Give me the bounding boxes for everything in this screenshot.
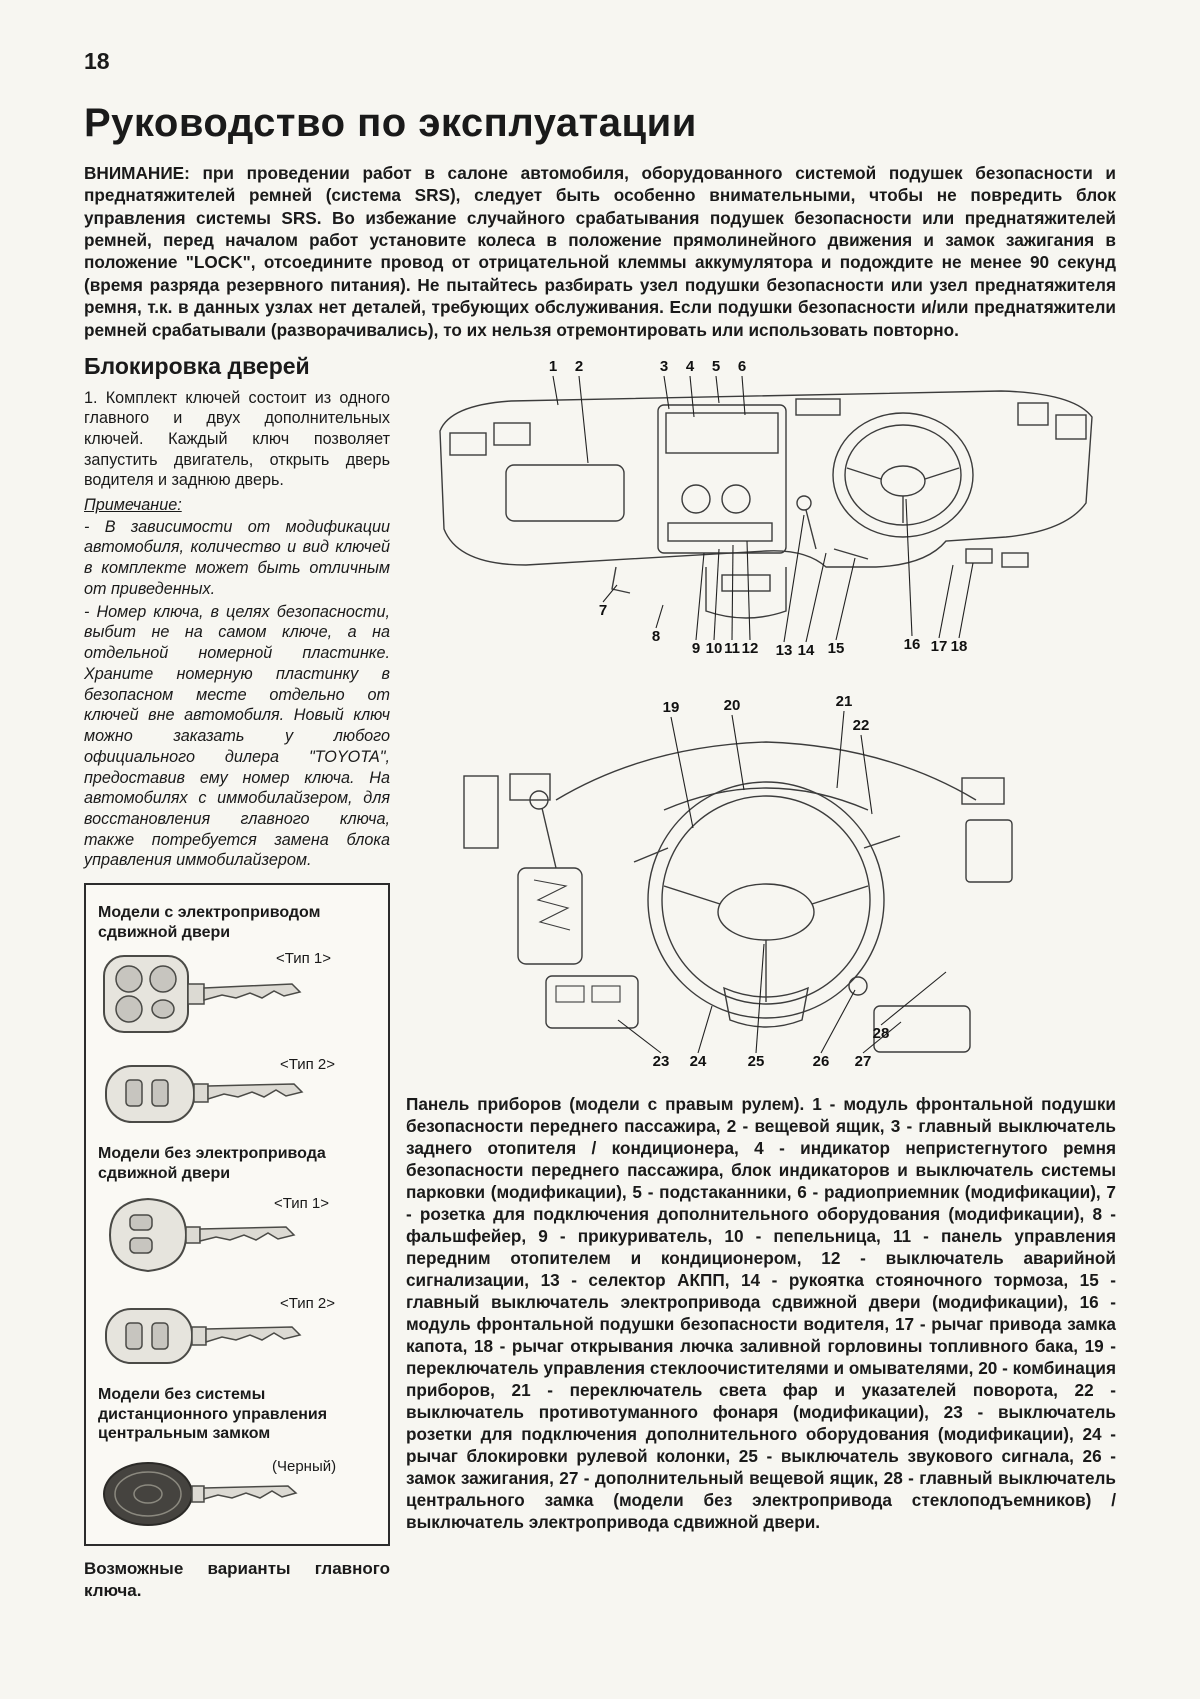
svg-text:18: 18 (950, 637, 968, 655)
svg-text:26: 26 (812, 1052, 830, 1070)
key-type-label: <Тип 2> (280, 1295, 336, 1313)
key-group-title: Модели без электропривода сдвижной двери (98, 1145, 326, 1182)
diagram-caption: Панель приборов (модели с правым рулем). 1 - модуль фронтальной подушки безопасности переднего пассажира, 2 - вещевой ящик, 3 - главный выключатель заднего отопителя / кондиционера, 4 - индикатор непристегнутого ремня безопасности переднего пассажира, блок индикаторов и выключатель системы парковки (модификации), 5 - подстаканники, 6 - радиоприемник (модификации), 7 - розетка для подключения дополнительного оборудования (модификации), 8 - фальшфейер, 9 - прикуриватель, 10 - пепельница, 11 - панель управления передним отопителем и кондиционером, 12 - выключатель аварийной сигнализации, 13 - селектор АКПП, 14 - рукоятка стояночного тормоза, 15 - главный выключатель электропривода сдвижной двери (модификации), 16 - модуль фронтальной подушки безопасности водителя, 17 - рычаг привода замка капота, 18 - рычаг открывания лючка заливной горловины топливного бака, 19 - переключатель управления стеклоочистителями и омывателями, 20 - комбинация приборов, 21 - переключатель света фар и указателей поворота, 22 - выключатель противотуманного фонаря (модификации), 23 - выключатель розетки для подключения дополнительного оборудования (модификации), 24 - рычаг блокировки рулевой колонки, 25 - выключатель звукового сигнала, 26 - замок зажигания, 27 - дополнительный вещевой ящик, 28 - главный выключатель центрального замка (модели без электропривода стеклоподъемников) / выключатель электропривода сдвижной двери. (406, 1093, 1117, 1533)
dashboard-diagram-bottom (406, 690, 1120, 1087)
key-illustration (96, 1448, 378, 1536)
svg-text:19: 19 (662, 698, 680, 716)
svg-text:11: 11 (724, 639, 740, 657)
svg-text:15: 15 (827, 639, 845, 657)
svg-text:10: 10 (705, 639, 723, 657)
key-variants-figure (84, 883, 390, 1546)
key-type-label: (Черный) (272, 1457, 337, 1475)
svg-text:25: 25 (747, 1052, 765, 1070)
key-group-title: Модели с электроприводом сдвижной двери (98, 904, 321, 941)
svg-text:16: 16 (903, 635, 921, 653)
svg-text:21: 21 (835, 692, 853, 710)
key-illustration (96, 946, 378, 1042)
svg-text:3: 3 (659, 357, 669, 375)
svg-text:20: 20 (723, 696, 741, 714)
key-illustration (96, 1187, 378, 1283)
svg-text:22: 22 (852, 716, 870, 734)
svg-text:27: 27 (854, 1052, 872, 1070)
svg-text:7: 7 (598, 601, 608, 619)
svg-text:17: 17 (930, 637, 948, 655)
page-title: Руководство по эксплуатации (84, 101, 697, 145)
key-illustration (96, 1042, 378, 1138)
key-type1-icon (96, 1187, 376, 1283)
dashboard-top-svg (406, 353, 1120, 685)
svg-text:24: 24 (689, 1052, 707, 1070)
key-type-label: <Тип 1> (274, 1195, 330, 1213)
svg-text:6: 6 (737, 357, 747, 375)
svg-text:13: 13 (775, 641, 793, 659)
dashboard-diagram-top (406, 353, 1120, 690)
page-number: 18 (84, 48, 110, 74)
key-group-title: Модели без системы дистанционного управления центральным замком (98, 1386, 328, 1443)
svg-text:4: 4 (685, 357, 695, 375)
svg-text:5: 5 (711, 357, 721, 375)
svg-text:14: 14 (797, 641, 815, 659)
key-illustration (96, 1283, 378, 1379)
warning-paragraph: ВНИМАНИЕ: при проведении работ в салоне автомобиля, оборудованного системой подушек безопасности и преднатяжителей ремней (система SRS), следует быть особенно внимательными, чтобы не повредить блок управления системы SRS. Во избежание случайного срабатывания подушек безопасности или преднатяжителей ремней, перед началом работ установите колеса в положение прямолинейного движения и замок зажигания в положение "LOCK", отсоедините провод от отрицательной клеммы аккумулятора и подождите не менее 90 секунд (время разряда резервного питания). Не пытайтесь разбирать узел подушки безопасности или узел преднатяжителя ремня, т.к. в данных узлах нет деталей, требующих обслуживания. Если подушки безопасности и/или преднатяжители ремней срабатывали (разворачивались), то их нельзя отремонтировать или использовать повторно. (84, 163, 1116, 340)
note-label: Примечание: (84, 495, 182, 514)
svg-text:12: 12 (741, 639, 759, 657)
section-heading: Блокировка дверей (84, 352, 310, 379)
note-item: - В зависимости от модификации автомобиля, количество и вид ключей в комплекте может быть отличным от приведенных. (84, 517, 390, 598)
note-item: - Номер ключа, в целях безопасности, выбит не на самом ключе, а на отдельной номерной пластинке. Храните номерную пластинку в безопасном месте отдельно от ключей вне автомобиля. Новый ключ можно заказать у любого официального дилера "TOYOTA", предоставив ему номер ключа. На автомобилях с иммобилайзером, для восстановления главного ключа, также потребуется замена блока управления иммобилайзером. (84, 602, 390, 870)
svg-text:8: 8 (651, 627, 661, 645)
svg-text:23: 23 (652, 1052, 670, 1070)
svg-text:2: 2 (574, 357, 584, 375)
keys-paragraph: 1. Комплект ключей состоит из одного главного и двух дополнительных ключей. Каждый ключ позволяет запустить двигатель, открыть дверь водителя и заднюю дверь. (84, 388, 390, 490)
content-columns (84, 353, 1116, 1602)
svg-text:9: 9 (691, 639, 701, 657)
key-figure-caption: Возможные варианты главного ключа. (84, 1558, 390, 1600)
left-column (84, 353, 390, 1602)
right-column (406, 353, 1116, 1602)
key-type-label: <Тип 2> (280, 1056, 336, 1074)
svg-text:1: 1 (548, 357, 558, 375)
key-type-label: <Тип 1> (276, 950, 332, 968)
dashboard-bottom-svg (406, 690, 1120, 1082)
svg-text:28: 28 (872, 1024, 890, 1042)
remote-key-type1-icon (96, 946, 376, 1042)
